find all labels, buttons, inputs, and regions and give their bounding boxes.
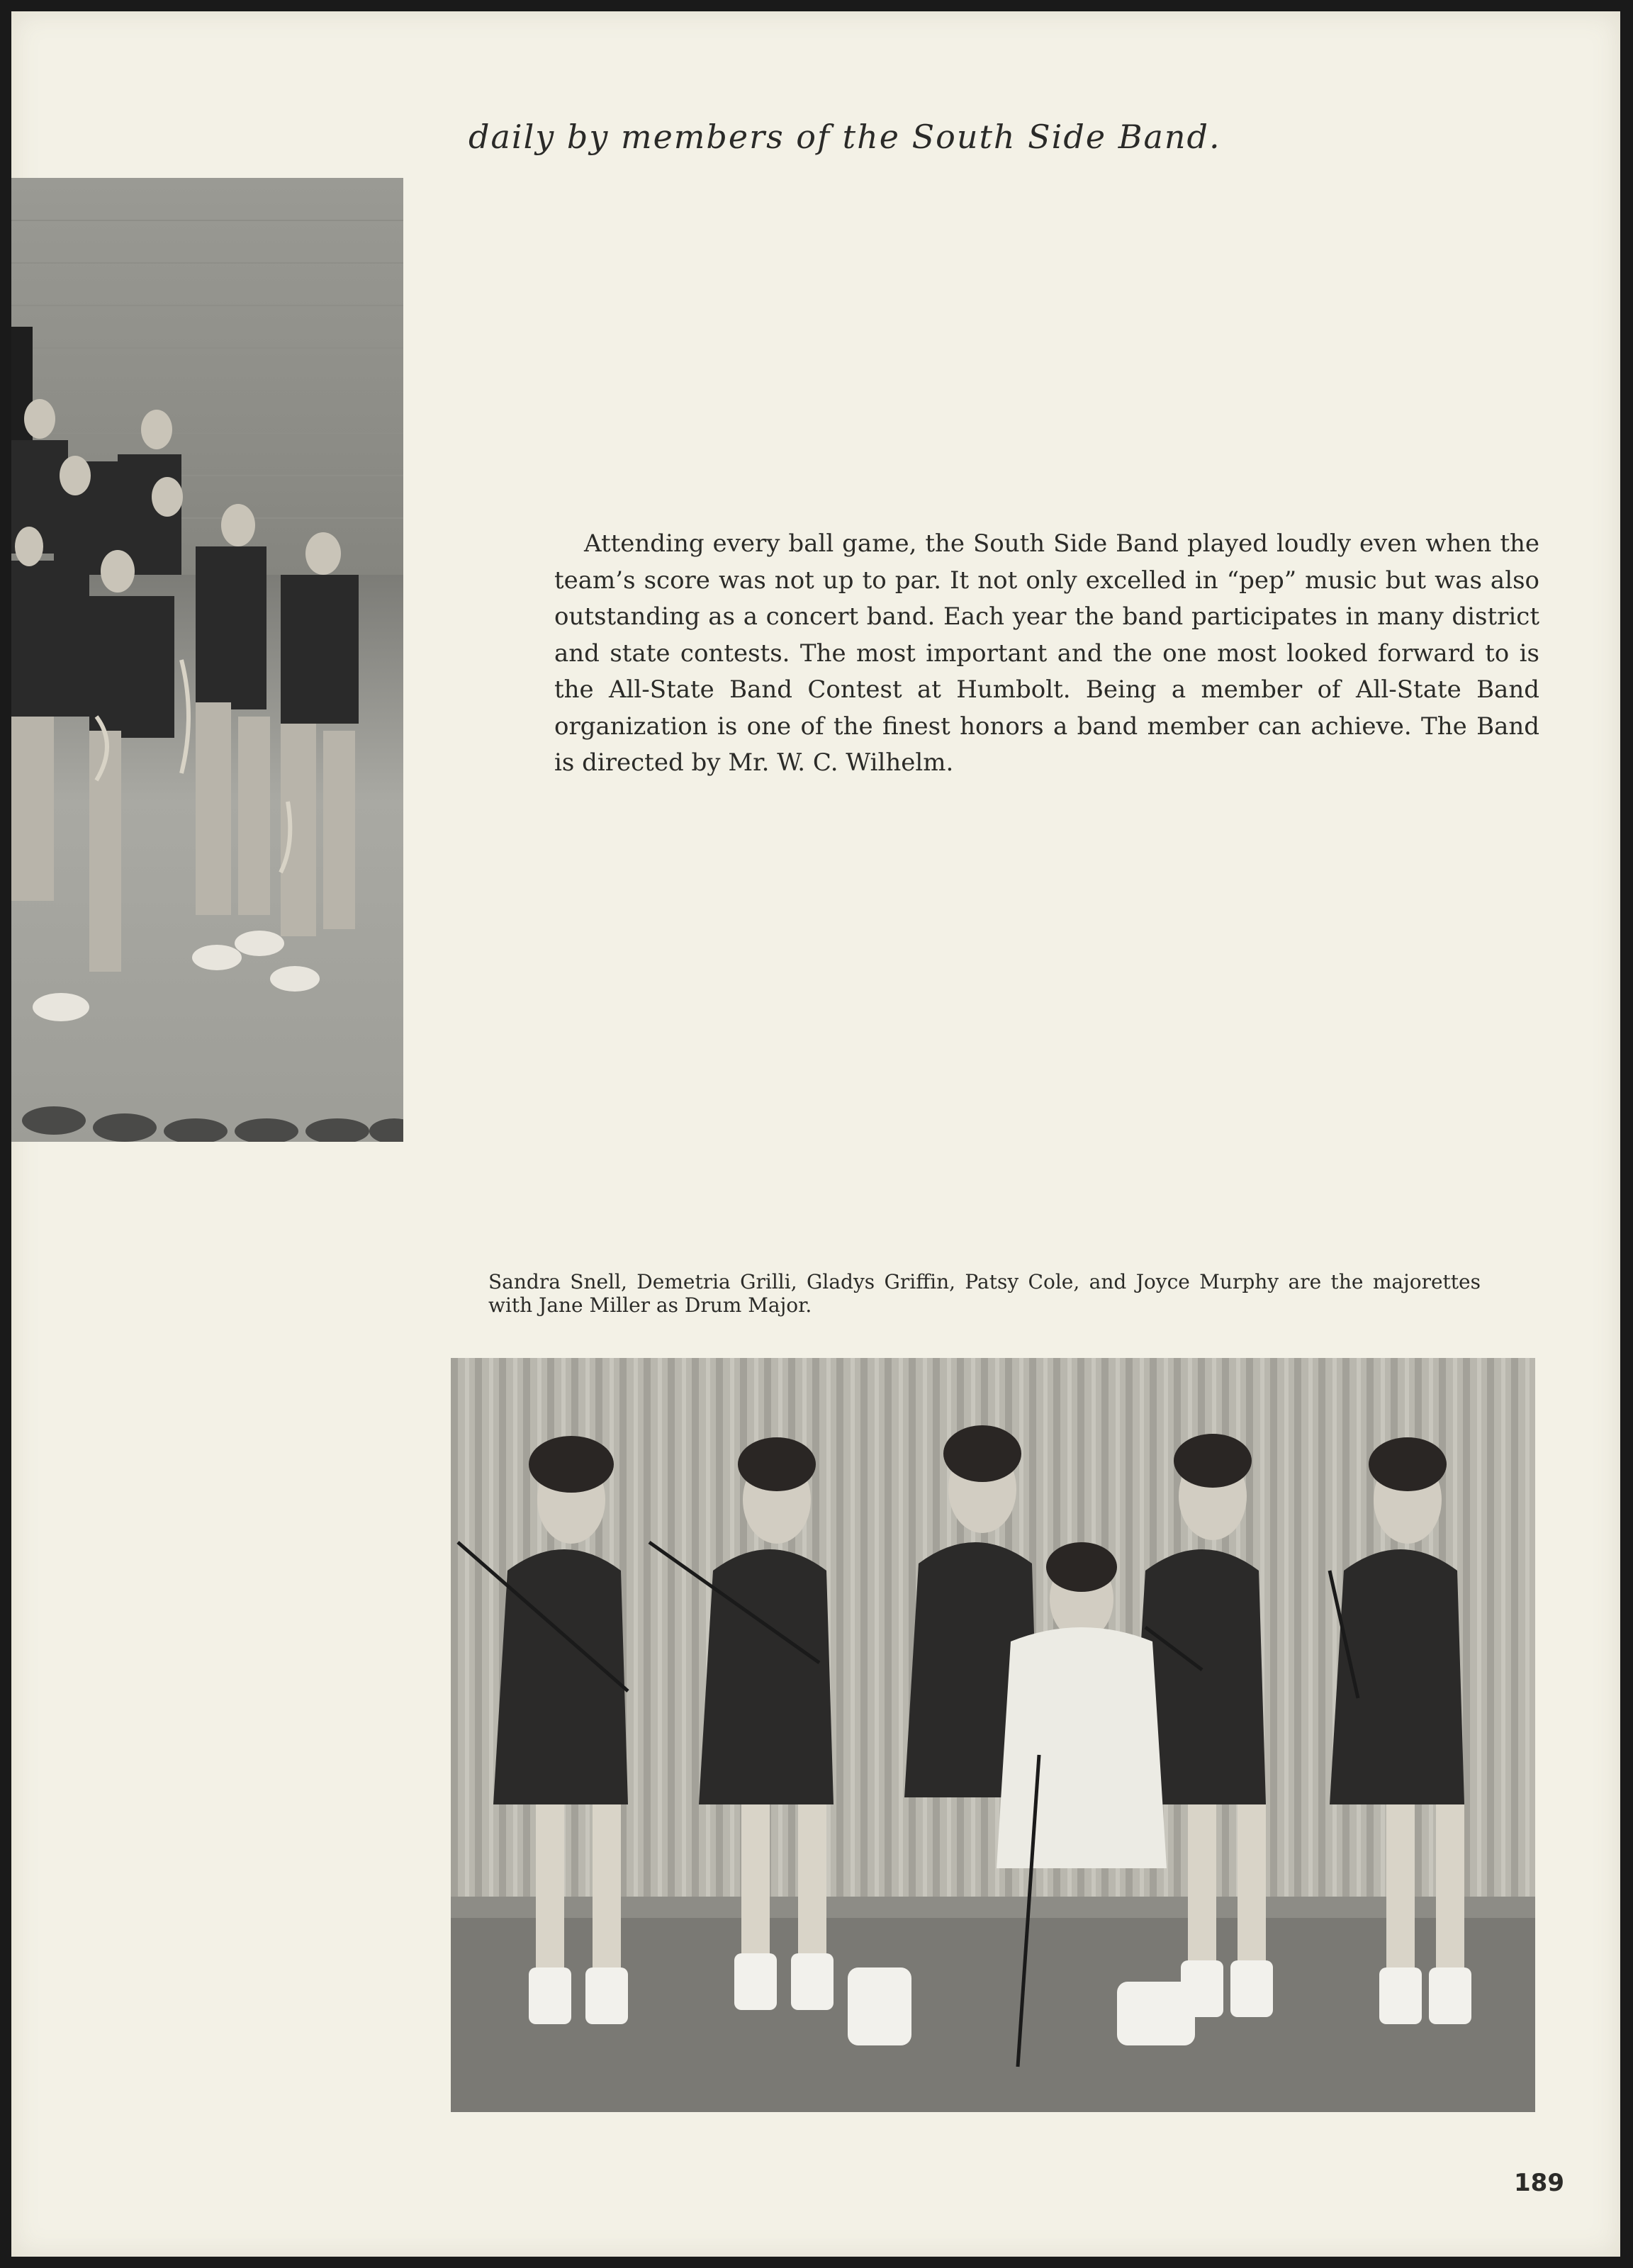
majorettes-photo — [451, 1358, 1535, 2112]
page-number: 189 — [1514, 2169, 1564, 2197]
headline-text: daily by members of the South Side Band. — [468, 118, 1221, 156]
band-description-paragraph: Attending every ball game, the South Side Band played loudly even when the team’s score was not up to par. It not only excelled in “pep” music but was also outstanding as a concert band. Each year the band participates in many district and state contests. The most important and the one most looked forward to is the All-State Band Contest at Humbolt. Being a member of All-State Band organization is one of the finest honors a band member can achieve. The Band is directed by Mr. W. C. Wilhelm. — [554, 529, 1539, 777]
majorettes-photo-image — [451, 1358, 1535, 2112]
majorettes-caption: Sandra Snell, Demetria Grilli, Gladys Griffin, Patsy Cole, and Joyce Murphy are the majorettes with Jane Miller as Drum Major. — [488, 1270, 1481, 1317]
band-photo — [11, 178, 403, 1142]
band-photo-image — [11, 178, 403, 1142]
yearbook-page — [11, 11, 1620, 2257]
